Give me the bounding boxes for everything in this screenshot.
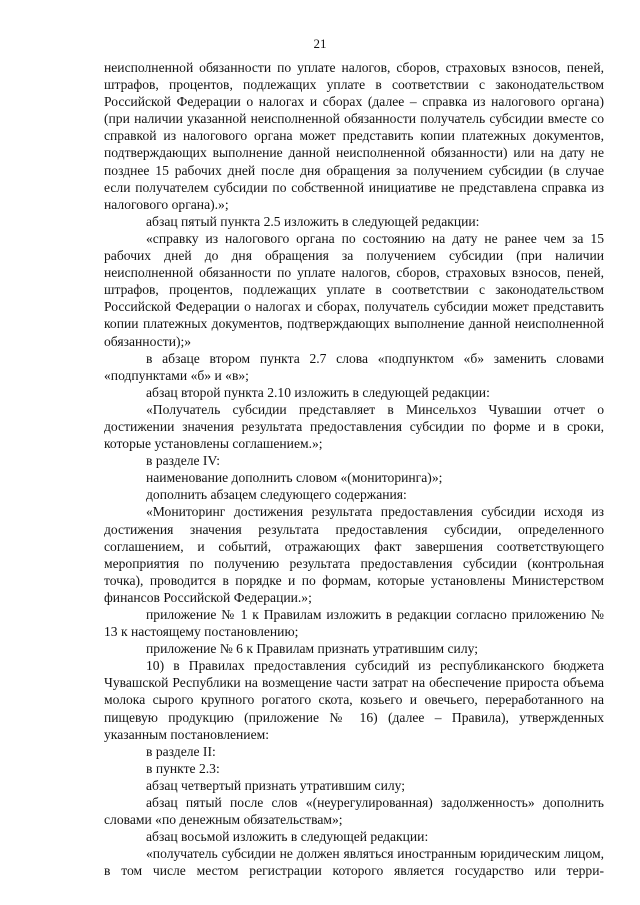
paragraph: в абзаце втором пункта 2.7 слова «подпунктом «б» заменить словами «подпунктами «б» и «в»; xyxy=(104,350,604,383)
paragraph: 10) в Правилах предоставления субсидий из республиканского бюджета Чувашской Республики на возмещение части затрат на обеспечение прироста объема молока сырого крупного рогатого скота, козьего и овечьего, переработанного на пищевую продукцию (приложение № 16) (далее – Правила), утвержденных указанным постановлением: xyxy=(104,658,604,742)
paragraph: абзац второй пункта 2.10 изложить в следующей редакции: xyxy=(146,384,490,400)
paragraph: «получатель субсидии не должен являться иностранным юридическим лицом, в том числе местом регистрации которого является государство или терри- xyxy=(104,846,604,879)
paragraph: в пункте 2.3: xyxy=(146,760,220,776)
paragraph: «Получатель субсидии представляет в Минсельхоз Чувашии отчет о достижении значения результата предоставления субсидии по форме и в сроки, которые установлены соглашением.»; xyxy=(104,401,604,452)
paragraph: абзац восьмой изложить в следующей редакции: xyxy=(146,829,429,845)
paragraph: «Мониторинг достижения результата предоставления субсидии исходя из достижения значения результата предоставления субсидии, определенного соглашением, и событий, отражающих факт завершения соответствующего мероприятия по получению результата предоставления субсидии (контрольная точка), проводится в порядке и по формам, которые установлены Министерством финансов Российской Федерации.»; xyxy=(104,504,604,605)
paragraph: приложение № 1 к Правилам изложить в редакции согласно приложению № 13 к настоящему постановлению; xyxy=(104,607,604,640)
paragraph: наименование дополнить словом «(мониторинга)»; xyxy=(146,470,443,486)
page-number: 21 xyxy=(313,36,327,51)
paragraph: в разделе II: xyxy=(146,743,216,759)
paragraph: абзац четвертый признать утратившим силу; xyxy=(146,777,406,793)
document-body xyxy=(104,59,604,880)
paragraph: абзац пятый пункта 2.5 изложить в следующей редакции: xyxy=(146,213,480,229)
paragraph: «справку из налогового органа по состоянию на дату не ранее чем за 15 рабочих дней до дня обращения за получением субсидии (при наличии неисполненной обязанности по уплате налогов, сборов, страховых взносов, пеней, штрафов, процентов, подлежащих уплате в соответствии с законодательством Российской Федерации о налогах и сборах, получатель субсидии может представить копии платежных документов, подтверждающих выполнение данной неисполненной обязанности);» xyxy=(104,230,604,349)
paragraph: приложение № 6 к Правилам признать утратившим силу; xyxy=(146,641,478,657)
paragraph: в разделе IV: xyxy=(146,453,221,469)
paragraph: дополнить абзацем следующего содержания: xyxy=(146,487,407,503)
paragraph: абзац пятый после слов «(неурегулированная) задолженность» дополнить словами «по денежным обязательствам»; xyxy=(104,795,604,828)
paragraph: неисполненной обязанности по уплате налогов, сборов, страховых взносов, пеней, штрафов, процентов, подлежащих уплате в соответствии с законодательством Российской Федерации о налогах и сборах (далее – справка из налогового органа) (при наличии указанной неисполненной обязанности получатель субсидии вместе со справкой из налогового органа может представить копии платежных документов, подтверждающих выполнение данной неисполненной обязанности) или на дату не позднее 15 рабочих дней после дня обращения за получением субсидии (в случае если получателем субсидии по собственной инициативе не представлена справка из налогового органа).»; xyxy=(104,60,604,212)
